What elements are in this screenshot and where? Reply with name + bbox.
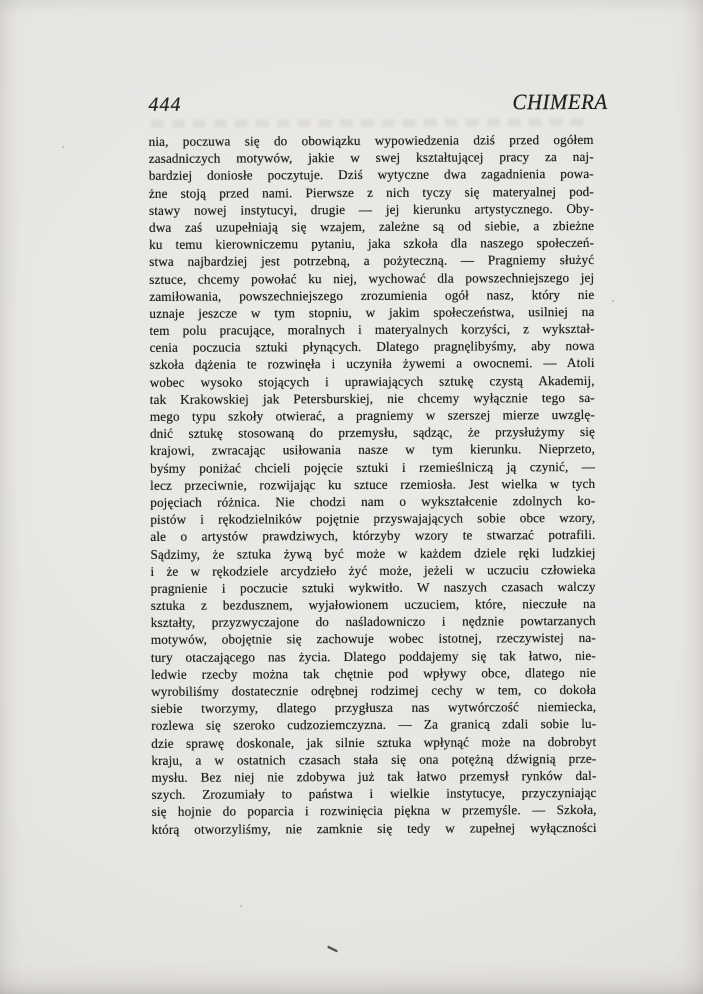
text-line: nia, poczuwa się do obowiązku wypowiedzenia dziś przed ogółem [148,131,594,149]
text-line: rozlewa się szeroko cudzoziemczyzna. — Za granicą zdali sobie lu- [151,716,597,734]
text-line: krajowi, zwracając usiłowania nasze w tym kierunku. Nieprzeto, [149,441,596,459]
page-header [148,89,607,117]
paper-speck [240,905,242,907]
text-line: szych. Zrozumiały to państwa i wielkie instytucye, przyczyniając [151,785,597,803]
text-line: pojęciach różnica. Nie chodzi nam o wykształcenie zdolnych ko- [150,492,596,510]
paper-speck [62,146,64,148]
text-line: sztuka z bezdusznem, wyjałowionem uczuciem, które, nieczułe na [150,595,596,613]
text-line: dwa zaś uzupełniają się wzajem, zależne są od siebie, a zbieżne [149,217,595,235]
text-line: Sądzimy, że sztuka żywą być może w każdem dziele ręki ludzkiej [150,544,596,562]
text-line: kraju, a w ostatnich czasach stała się ona potężną dźwignią prze- [151,750,597,768]
text-line: pistów i rękodzielników pojętnie przyswajających sobie obce wzory, [150,510,596,528]
text-line: lecz przeciwnie, rozwijając ku sztuce rzemiosła. Jest wielka w tych [150,475,596,493]
text-line: dnić sztukę stosowaną do przemysłu, sądząc, że przysłużymy się [149,424,595,442]
text-line: szkoła dążenia te rozwinęła i uczyniła żywemi a owocnemi. — Atoli [149,355,595,373]
text-line: ku temu kierowniczemu pytaniu, jaka szkoła dla naszego społeczeń- [149,235,595,253]
body-text [149,131,597,838]
text-line: uznaje jeszcze w tym stopniu, w jakim społeczeństwa, usilniej na [149,303,595,321]
text-line: kształty, przyzwyczajone do naśladowniczo i nędznie powtarzanych [150,613,596,631]
text-line: tury otaczającego nas życia. Dlatego poddajemy się tak łatwo, nie- [150,647,596,665]
text-line: tak Krakowskiej jak Petersburskiej, nie chcemy wyłącznie tego sa- [149,389,595,407]
text-line: motywów, obojętnie się zachowuje wobec istotnej, rzeczywistej na- [150,630,596,648]
text-line: siebie tworzymy, dlatego przygłusza nas wytwórczość niemiecka, [151,699,597,717]
text-line: zasadniczych motywów, jakie w swej kształtującej pracy za naj- [148,149,594,167]
paper-speck [612,300,614,302]
text-line: ledwie rzecby można tak chętnie pod wpływy obce, dlatego nie [150,664,597,682]
text-line: stwa najbardziej jest potrzebną, a pożyteczną. — Pragniemy służyć [149,252,595,270]
text-line: i że w rękodziele arcydzieło żyć może, jeżeli w uczuciu człowieka [150,561,596,579]
page-number: 444 [148,93,182,116]
text-line: żne stoją przed nami. Pierwsze z nich tyczy się materyalnej pod- [148,183,594,201]
text-line: wyrobiliśmy dostatecznie odrębnej rodzimej cechy w tem, co dokoła [151,681,597,699]
text-line: zamiłowania, powszechniejszego zrozumienia ogół nasz, który nie [149,286,595,304]
text-line: byśmy poniżać chcieli pojęcie sztuki i rzemieślniczą ją czynić, — [150,458,596,476]
text-line: mysłu. Bez niej nie zdobywa już tak łatwo przemysł rynków dal- [151,767,597,785]
text-line: pragnienie i poczucie sztuki wykwitło. W naszych czasach walczy [150,578,596,596]
show-through-ghost [151,118,587,128]
text-line: tem polu pracujące, moralnych i materyalnych korzyści, z wykształ- [149,321,595,338]
text-line: cenia poczucia sztuki płynących. Dlatego pragnęlibyśmy, aby nowa [149,338,595,356]
text-line: bardziej doniosłe poczytuje. Dziś wytyczne dwa zagadnienia powa- [148,166,594,184]
journal-title: CHIMERA [512,88,608,115]
text-line: mego typu szkoły otwierać, a pragniemy w szerszej mierze uwzglę- [149,406,595,424]
text-line: stawy nowej instytucyi, drugie — jej kierunku artystycznego. Oby- [148,200,594,218]
text-line: ale o artystów prawdziwych, którzyby wzory te stwarzać potrafili. [150,527,596,545]
text-line: sztuce, chcemy powołać ku niej, wychować dla powszechniejszego jej [149,269,595,287]
text-line: się hojnie do poparcia i rozwinięcia piękna w przemyśle. — Szkoła, [151,802,597,820]
text-line: wobec wysoko stojących i uprawiających sztukę czystą Akademij, [149,372,595,390]
text-line: dzie sprawę doskonale, jak silnie sztuka wpłynąć może na dobrobyt [151,733,597,751]
text-line: którą otworzyliśmy, nie zamknie się tedy w zupełnej wyłączności [151,819,597,837]
